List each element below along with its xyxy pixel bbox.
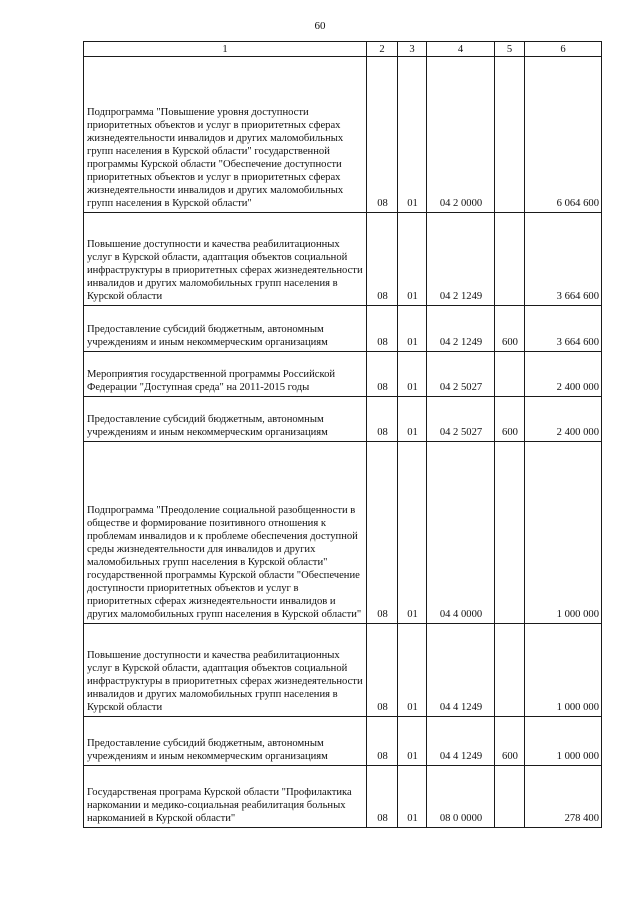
row-description: Подпрограмма "Повышение уровня доступности приоритетных объектов и услуг в приоритетных сферах жизнедеятельности инвалидов и других маломобильных групп населения в Курской области" государственной программы Курской области "Обеспечение доступности приоритетных объектов и услуг в приоритетных сферах жизнедеятельности инвалидов и других маломобильных групп населения в Курской области": [84, 57, 367, 213]
row-amount: 6 064 600: [525, 57, 602, 213]
row-description: Подпрограмма "Преодоление социальной разобщенности в обществе и формирование позитивного отношения к проблемам инвалидов и к проблеме обеспечения доступной среды жизнедеятельности для инвалидов и других маломобильных групп населения в Курской области" государственной программы Курской области "Обеспечение доступности приоритетных объектов и услуг в приоритетных сферах жизнедеятельности инвалидов и других маломобильных групп населения в Курской области": [84, 442, 367, 624]
row-expense-type: [495, 624, 525, 717]
page-number: 60: [314, 20, 326, 32]
header-cell: 4: [427, 42, 495, 57]
row-subsection: 01: [398, 717, 427, 766]
table-row: [84, 352, 602, 397]
row-expense-type: 600: [495, 306, 525, 352]
row-amount: 1 000 000: [525, 442, 602, 624]
row-subsection: 01: [398, 397, 427, 442]
table-row: [84, 213, 602, 306]
row-subsection: 01: [398, 352, 427, 397]
row-description: Предоставление субсидий бюджетным, автономным учреждениям и иным некоммерческим организациям: [84, 717, 367, 766]
row-expense-type: 600: [495, 397, 525, 442]
row-subsection: 01: [398, 57, 427, 213]
table-header-row: [84, 42, 602, 57]
row-section: 08: [367, 766, 398, 828]
row-target-article: 04 2 5027: [427, 352, 495, 397]
budget-table: [83, 41, 602, 828]
row-expense-type: [495, 213, 525, 306]
row-target-article: 04 4 1249: [427, 624, 495, 717]
row-amount: 3 664 600: [525, 306, 602, 352]
row-subsection: 01: [398, 306, 427, 352]
row-description: Повышение доступности и качества реабилитационных услуг в Курской области, адаптация объектов социальной инфраструктуры в приоритетных сферах жизнедеятельности инвалидов и других маломобильных групп населения в Курской области: [84, 213, 367, 306]
table-row: [84, 442, 602, 624]
row-section: 08: [367, 442, 398, 624]
table-row: [84, 624, 602, 717]
row-amount: 1 000 000: [525, 624, 602, 717]
row-section: 08: [367, 717, 398, 766]
row-target-article: 04 4 0000: [427, 442, 495, 624]
header-cell: 1: [84, 42, 367, 57]
row-expense-type: [495, 442, 525, 624]
row-amount: 2 400 000: [525, 352, 602, 397]
row-subsection: 01: [398, 442, 427, 624]
header-cell: 3: [398, 42, 427, 57]
row-target-article: 08 0 0000: [427, 766, 495, 828]
row-expense-type: [495, 352, 525, 397]
row-description: Предоставление субсидий бюджетным, автономным учреждениям и иным некоммерческим организациям: [84, 306, 367, 352]
header-cell: 2: [367, 42, 398, 57]
table-row: [84, 717, 602, 766]
header-cell: 5: [495, 42, 525, 57]
row-description: Мероприятия государственной программы Российской Федерации "Доступная среда" на 2011-2015 годы: [84, 352, 367, 397]
row-description: Повышение доступности и качества реабилитационных услуг в Курской области, адаптация объектов социальной инфраструктуры в приоритетных сферах жизнедеятельности инвалидов и других маломобильных групп населения в Курской области: [84, 624, 367, 717]
row-section: 08: [367, 352, 398, 397]
table-row: [84, 57, 602, 213]
row-subsection: 01: [398, 766, 427, 828]
row-target-article: 04 2 5027: [427, 397, 495, 442]
row-section: 08: [367, 57, 398, 213]
row-expense-type: [495, 766, 525, 828]
header-cell: 6: [525, 42, 602, 57]
row-description: Предоставление субсидий бюджетным, автономным учреждениям и иным некоммерческим организациям: [84, 397, 367, 442]
row-section: 08: [367, 397, 398, 442]
table-row: [84, 397, 602, 442]
row-expense-type: [495, 57, 525, 213]
table-row: [84, 766, 602, 828]
table-row: [84, 306, 602, 352]
row-section: 08: [367, 213, 398, 306]
row-amount: 1 000 000: [525, 717, 602, 766]
row-target-article: 04 2 1249: [427, 213, 495, 306]
row-target-article: 04 2 0000: [427, 57, 495, 213]
row-section: 08: [367, 624, 398, 717]
row-target-article: 04 2 1249: [427, 306, 495, 352]
row-amount: 278 400: [525, 766, 602, 828]
row-section: 08: [367, 306, 398, 352]
row-amount: 2 400 000: [525, 397, 602, 442]
row-target-article: 04 4 1249: [427, 717, 495, 766]
row-subsection: 01: [398, 213, 427, 306]
row-amount: 3 664 600: [525, 213, 602, 306]
row-subsection: 01: [398, 624, 427, 717]
row-description: Государственая програма Курской области "Профилактика наркомании и медико-социальная реабилитация больных наркоманией в Курской области": [84, 766, 367, 828]
row-expense-type: 600: [495, 717, 525, 766]
